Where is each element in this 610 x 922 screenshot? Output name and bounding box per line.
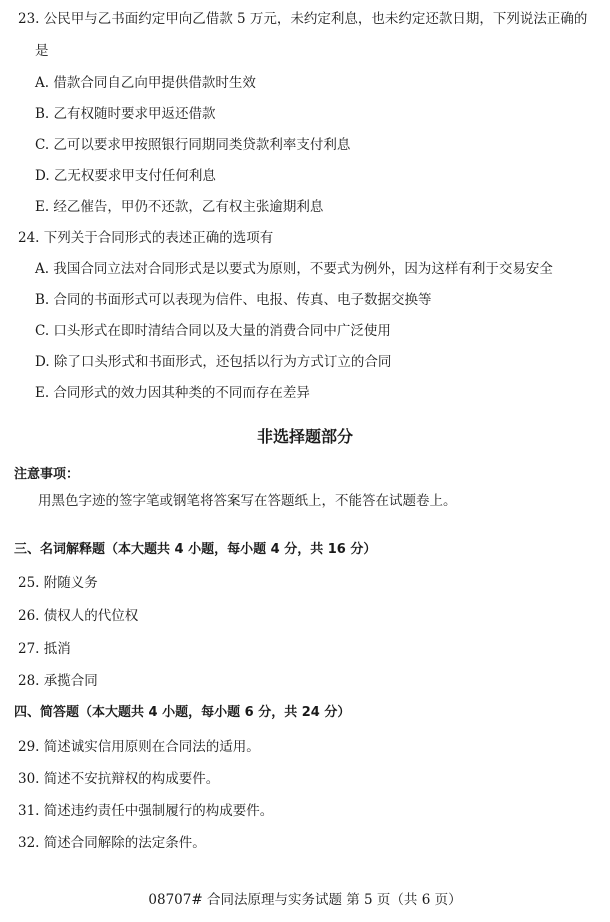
question-27: 27. 抵消 bbox=[18, 641, 71, 657]
question-31: 31. 简述违约责任中强制履行的构成要件。 bbox=[18, 803, 274, 819]
question-24-option-b: B. 合同的书面形式可以表现为信件、电报、传真、电子数据交换等 bbox=[35, 292, 432, 308]
question-23-option-e: E. 经乙催告，甲仍不还款，乙有权主张逾期利息 bbox=[35, 199, 324, 215]
question-23-option-c: C. 乙可以要求甲按照银行同期同类贷款利率支付利息 bbox=[35, 137, 351, 153]
question-24-option-e: E. 合同形式的效力因其种类的不同而存在差异 bbox=[35, 385, 310, 401]
question-24-option-d: D. 除了口头形式和书面形式，还包括以行为方式订立的合同 bbox=[35, 354, 392, 370]
question-23-option-d: D. 乙无权要求甲支付任何利息 bbox=[35, 168, 216, 184]
notice-body: 用黑色字迹的签字笔或钢笔将答案写在答题纸上，不能答在试题卷上。 bbox=[38, 493, 457, 509]
section-title: 非选择题部分 bbox=[256, 427, 353, 446]
question-24-option-a: A. 我国合同立法对合同形式是以要式为原则，不要式为例外，因为这样有利于交易安全 bbox=[35, 261, 553, 277]
part-3-heading: 三、名词解释题（本大题共 4 小题，每小题 4 分，共 16 分） bbox=[14, 542, 377, 557]
question-26: 26. 债权人的代位权 bbox=[18, 608, 139, 624]
question-23-option-a: A. 借款合同自乙向甲提供借款时生效 bbox=[35, 75, 256, 91]
page-footer: 08707# 合同法原理与实务试题 第 5 页（共 6 页） bbox=[148, 892, 462, 908]
question-23-stem-continued: 是 bbox=[35, 43, 49, 59]
question-28: 28. 承揽合同 bbox=[18, 673, 98, 689]
question-30: 30. 简述不安抗辩权的构成要件。 bbox=[18, 771, 220, 787]
notice-heading: 注意事项： bbox=[14, 467, 80, 482]
question-24-stem: 24. 下列关于合同形式的表述正确的选项有 bbox=[18, 230, 274, 246]
question-25: 25. 附随义务 bbox=[18, 575, 98, 591]
question-23-stem: 23. 公民甲与乙书面约定甲向乙借款 5 万元，未约定利息，也未约定还款日期，下列说法正确的 bbox=[18, 11, 588, 27]
question-29: 29. 简述诚实信用原则在合同法的适用。 bbox=[18, 739, 260, 755]
part-4-heading: 四、简答题（本大题共 4 小题，每小题 6 分，共 24 分） bbox=[14, 705, 351, 720]
question-23-option-b: B. 乙有权随时要求甲返还借款 bbox=[35, 106, 216, 122]
question-24-option-c: C. 口头形式在即时清结合同以及大量的消费合同中广泛使用 bbox=[35, 323, 391, 339]
question-32: 32. 简述合同解除的法定条件。 bbox=[18, 835, 206, 851]
